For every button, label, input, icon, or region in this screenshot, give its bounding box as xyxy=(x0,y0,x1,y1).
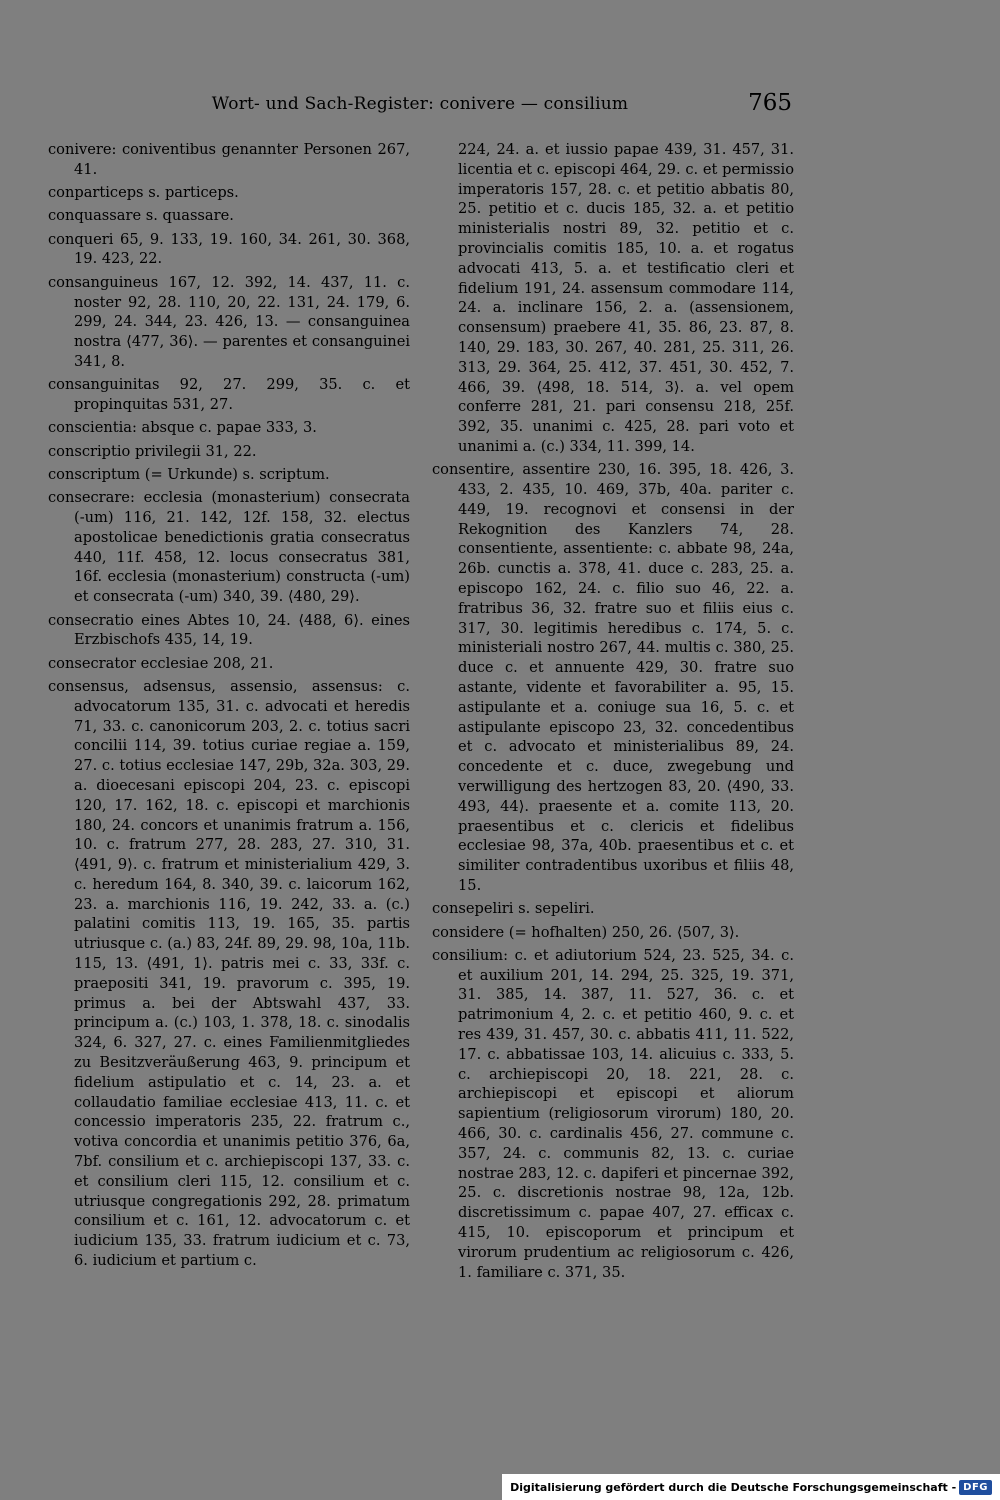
funding-footer xyxy=(502,1474,1000,1500)
index-entry: conscientia: absque c. papae 333, 3. xyxy=(48,419,317,437)
index-entry: conivere: coniventibus genannter Personen 267, 41. xyxy=(48,141,410,178)
right-column xyxy=(432,140,794,1286)
index-entry: conqueri 65, 9. 133, 19. 160, 34. 261, 30. 368, 19. 423, 22. xyxy=(48,230,410,268)
index-entry: consilium: c. et adiutorium 524, 23. 525, 34. c. et auxilium 201, 14. 294, 25. 325, 19. 371, 31. 385, 14. 387, 11. 527, 36. c. et patrimonium 4, 2. c. et petitio 460, 9. c. et res 439, 31. 457, 30. c. abbatis 411, 11. 522, 17. c. abbatissae 103, 14. alicuius c. 333, 5. c. archiepiscopi 20, 18. 221, 28. c. archiepiscopi et episcopi et aliorum sapientium (religiosorum virorum) 180, 20. 466, 30. c. cardinalis 456, 27. commune c. 357, 24. c. communis 82, 13. c. curiae nostrae 283, 12. c. dapiferi et pincernae 392, 25. c. discretionis nostrae 98, 12a, 12b. discretissimum c. papae 407, 27. efficax c. 415, 10. episcoporum et principum et virorum prudentium ac religiosorum c. 426, 1. familiare c. 371, 35. xyxy=(432,946,794,1281)
index-entry: consanguineus 167, 12. 392, 14. 437, 11. c. noster 92, 28. 110, 20, 22. 131, 24. 179, 6. 299, 24. 344, 23. 426, 13. — consanguinea nostra ⟨477, 36⟩. — parentes et consanguinei 341, 8. xyxy=(48,273,410,370)
index-entry: conscriptum (= Urkunde) s. scriptum. xyxy=(48,465,330,483)
index-entry-continuation: 224, 24. a. et iussio papae 439, 31. 457, 31. licentia et c. episcopi 464, 29. c. et permissio imperatoris 157, 28. c. et petitio abbatis 80, 25. petitio et c. ducis 185, 32. a. et petitio ministerialis nostri 89, 32. petitio et c. provincialis comitis 185, 10. a. et rogatus advocati 413, 5. a. et testificatio cleri et fidelium 191, 24. assensum commodare 114, 24. a. inclinare 156, 2. a. (assensionem, consensum) praebere 41, 35. 86, 23. 87, 8. 140, 29. 183, 30. 267, 40. 281, 25. 311, 26. 313, 29. 364, 25. 412, 37. 451, 30. 452, 7. 466, 39. ⟨498, 18. 514, 3⟩. a. vel opem conferre 281, 21. pari consensu 218, 25f. 392, 35. unanimi c. 425, 28. pari voto et unanimi a. (c.) 334, 11. 399, 14. xyxy=(458,141,794,455)
index-entry: consepeliri s. sepeliri. xyxy=(432,900,595,918)
page-header xyxy=(48,90,792,120)
page-number: 765 xyxy=(748,90,792,116)
index-entry: considere (= hofhalten) 250, 26. ⟨507, 3⟩. xyxy=(432,923,740,941)
index-entry: conparticeps s. particeps. xyxy=(48,184,239,202)
index-entry: consanguinitas 92, 27. 299, 35. c. et propinquitas 531, 27. xyxy=(48,376,410,414)
left-column xyxy=(48,140,410,1274)
running-head: Wort- und Sach-Register: conivere — consilium xyxy=(211,94,629,114)
index-entry: consecrare: ecclesia (monasterium) consecrata (-um) 116, 21. 142, 12f. 158, 32. electus apostolicae benedictionis gratia consecratus 440, 11f. 458, 12. locus consecratus 381, 16f. ecclesia (monasterium) constructa (-um) et consecrata (-um) 340, 39. ⟨480, 29⟩. xyxy=(48,489,410,606)
index-entry: consecratio eines Abtes 10, 24. ⟨488, 6⟩. eines Erzbischofs 435, 14, 19. xyxy=(48,611,410,649)
index-entry: consentire, assentire 230, 16. 395, 18. 426, 3. 433, 2. 435, 10. 469, 37b, 40a. pariter c. 449, 19. recognovi et consensi in der Rekognition des Kanzlers 74, 28. consentiente, assentiente: c. abbate 98, 24a, 26b. cunctis a. 378, 41. duce c. 283, 25. a. episcopo 162, 24. c. filio suo 46, 22. a. fratribus 36, 32. fratre suo et filiis eius c. 317, 30. legitimis heredibus c. 174, 5. c. ministeriali nostro 267, 44. multis c. 380, 25. duce c. et annuente 429, 30. fratre suo astante, vidente et favorabiliter a. 95, 15. astipulante et a. coniuge sua 16, 5. c. et astipulante episcopo 23, 32. concedentibus et c. advocato et ministerialibus 89, 24. concedente et c. duce, zwegebung und verwilligung des hertzogen 83, 20. ⟨490, 33. 493, 44⟩. praesente et a. comite 113, 20. praesentibus et c. clericis et fidelibus ecclesiae 98, 37a, 40b. praesentibus et c. et similiter contradentibus uxoribus et filiis 48, 15. xyxy=(432,461,794,894)
index-entry: consensus, adsensus, assensio, assensus: c. advocatorum 135, 31. c. advocati et heredis 71, 33. c. canonicorum 203, 2. c. totius sacri concilii 114, 39. totius curiae regiae a. 159, 27. c. totius ecclesiae 147, 29b, 32a. 303, 29. a. dioecesani episcopi 204, 23. c. episcopi 120, 17. 162, 18. c. episcopi et marchionis 180, 24. concors et unanimis fratrum a. 156, 10. c. fratrum 277, 28. 283, 27. 310, 31. ⟨491, 9⟩. c. fratrum et ministerialium 429, 3. c. heredum 164, 8. 340, 39. c. laicorum 162, 23. a. marchionis 116, 19. 242, 33. a. (c.) palatini comitis 113, 19. 165, 35. partis utriusque c. (a.) 83, 24f. 89, 29. 98, 10a, 11b. 115, 13. ⟨491, 1⟩. patris mei c. 33, 33f. c. praepositi 341, 19. pravorum c. 395, 19. primus a. bei der Abtswahl 437, 33. principum a. (c.) 103, 1. 378, 18. c. sinodalis 324, 6. 327, 27. c. eines Familienmitgliedes zu Besitzveräußerung 463, 9. principum et fidelium astipulatio et c. 14, 23. a. et collaudatio familiae ecclesiae 413, 11. c. et concessio imperatoris 235, 22. fratrum c., votiva concordia et unanimis petitio 376, 6a, 7bf. consilium et c. archiepiscopi 137, 33. c. et consilium cleri 115, 12. consilium et c. utriusque congregationis 292, 28. primatum consilium et c. 161, 12. advocatorum c. et iudicium 135, 33. fratrum iudicium et c. 73, 6. iudicium et partium c. xyxy=(48,677,410,1270)
funding-note: Digitalisierung gefördert durch die Deutsche Forschungsgemeinschaft - xyxy=(510,1480,957,1494)
index-entry: conscriptio privilegii 31, 22. xyxy=(48,442,257,460)
index-entry: consecrator ecclesiae 208, 21. xyxy=(48,654,274,672)
dfg-logo-icon: DFG xyxy=(959,1480,992,1495)
index-entry: conquassare s. quassare. xyxy=(48,207,234,225)
